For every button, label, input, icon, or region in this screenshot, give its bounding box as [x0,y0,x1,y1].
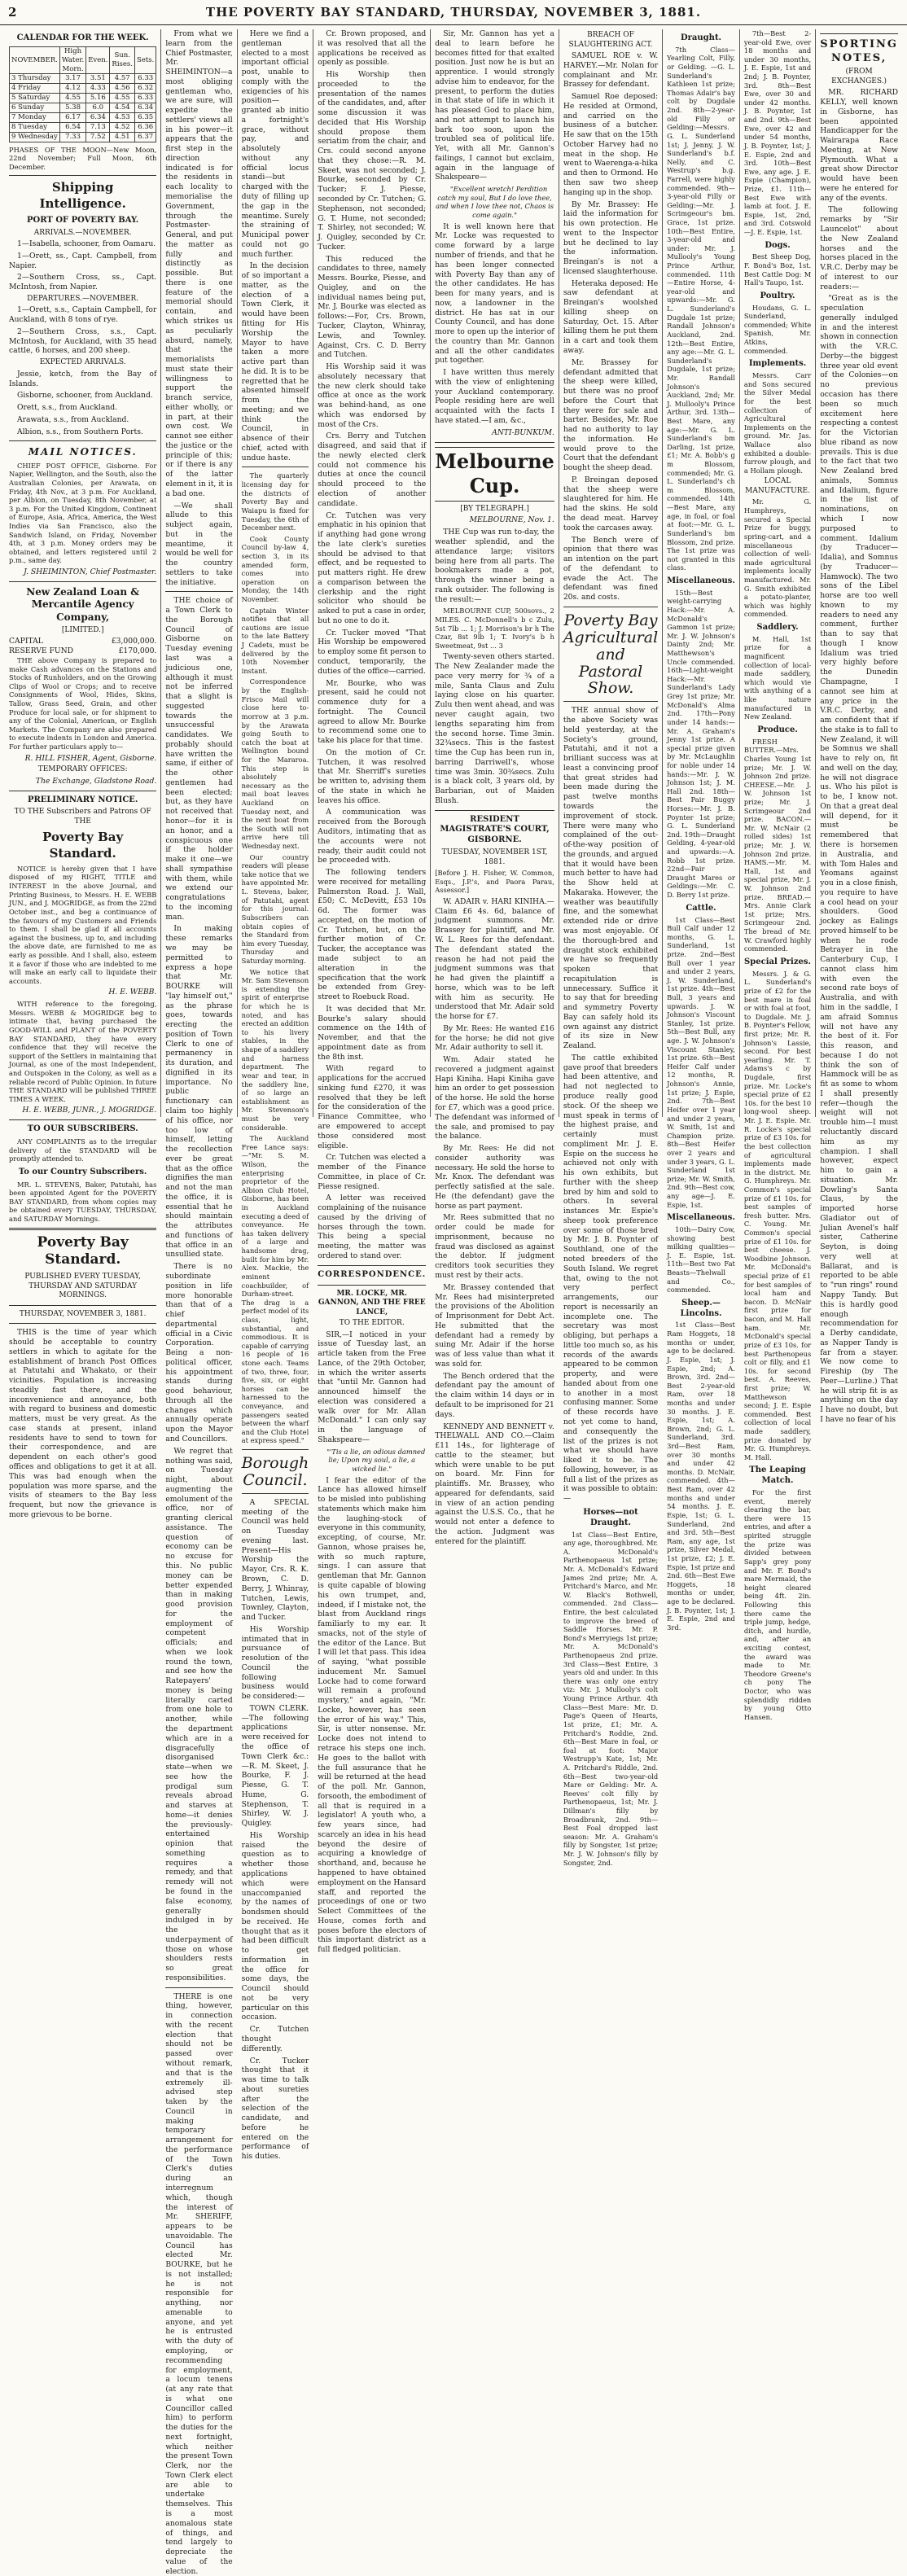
melbourne-heading: Melbourne Cup. [435,447,554,502]
court-paragraph: Wm. Adair stated he recovered a judgment against Hapi Kiniha. Hapi Kiniha gave him an order to get possession of the horse. He sold the horse for £7, which was a good price. The defendant was informed of the sale, and promised to pay the balance. [435,1055,554,1141]
prelim-sub: TO THE Subscribers and Patrons OF THE [14,808,151,826]
cell: 8 Tuesday [10,122,60,132]
council-paragraph: His Worship then proceeded to the presentation of the names of the candidates, and, after some discussion it was decided that His Worship should propose them seriatim from the chair, and Crs. could second anyone that they chose:—R. M. Skeet, was not seconded; J. Bourke, seconded by Cr. Tucker; F. J. Piesse, seconded by Cr. Tutchen; G. Stephenson, not seconded; G. T. Hume, not seconded; T. Shirley, not seconded; W. J. Quigley, seconded by Cr. Tucker. [318,70,427,252]
melbourne-dateline: MELBOURNE, Nov. 1. [469,515,554,525]
prelim-body2: WITH reference to the foregoing, Messrs. WEBB & MOGRIDGE beg to intimate that, having purchased the GOOD-WILL and PLANT of the POVERTY BAY STANDARD, they have every confidence that they will receive the support of the Settlers in maintaining that Journal, as one of the most Independent, and Outspoken in the Colony, as well as a reliable record of Public Opinion. In future THE STANDARD will be published THREE TIMES A WEEK. [9,1000,157,1103]
cell: 4.56 [110,84,135,94]
court-paragraph: W. ADAIR v. HARI KINIHA.—Claim £6 4s. 6d, balance of judgment summons. Mr. Brassey for plaintiff, and Mr. W. L. Rees for the defendant. The defendant stated the reason he had not paid the judgment summons was that he had given the plaintiff a horse, which was to be left with him as security. He understood that Mr. Adair sold the horse for £7. [435,896,554,1022]
cell: 4.52 [110,122,135,132]
dogs-list: Best Sheep Dog, F. Bond's Boz, 1st. Best Cattle Dog: M Hall's Taupo, 1st. [743,252,812,287]
council-paragraph: Cr. Tutchen was elected a member of the Finance Committee, in place of Cr. Piesse resigned. [318,1153,427,1191]
court-paragraph: KENNEDY AND BENNETT v. THELWALL AND CO.—Claim £11 14s., for lighterage of cattle to the steamer, but which were unable to be put on board. Mr. Finn for plaintiffs. Mr. Brassey, who appeared for defendants, said in view of an action pending against the U.S.S. Co., that he would not enter a defence to the action. Judgment was entered for the plaintiff. [435,1422,554,1546]
cell: 3.51 [86,74,110,84]
misc-list: 15th—Best weight-carrying Hack:—Mr. A. McDonald's Gammon 1st prize; Mr. J. W. Johnson's Dainty 2nd; Mr. Matthewson's Uncle commended. 16th—Light-weight Hack:—Mr. Sunderland's Lady Grey 1st prize; Mr. McDonald's Alma 2nd. 17th—Pony under 14 hands:—Mr. A. Graham's Jenny 1st prize. A special prize given by Mr. McLaughlin for noble under 14 hands:—Mr. J. W. Johnson 1st; J. M. Hall 2nd. 18th—Best Pair Buggy Horses:—Mr. J. B. Poynter 1st prize; G. L. Sunderland 2nd. 19th—Draught Gelding, 4-year-old and upwards:—A. Robb 1st prize. 22nd—Pair Draught Mares or Geldings:—Mr. C. D. Berry 1st prize. [667,588,735,900]
list-item: 2—Southern Cross, s.s., Capt. McIntosh, for Auckland, with 35 head cattle, 6 horses, and 200 sheep. [9,326,157,356]
show-paragraph: The cattle exhibited gave proof that breeders had been attentive, and had not neglected to produce really good stock. Of the sheep we must speak in terms of the highest praise, and certainly must compliment Mr. J. E. Espie on the success he achieved not only with his own exhibits, but further with the sheep bred by him and sold to others. In several instances Mr. Espie's sheep took preference over some of those bred by Mr. J. B. Poynter of Southland, one of the noted breeders of the South Island. We regret that, owing to the not very perfect arrangements, our report is necessarily an incomplete one. The secretary was most obliging, but perhaps a little too much so, as his records of the awards appeared to be common property, and were handed about from one to another in a most confusing manner. Some of these records have not yet come to hand, and consequently the list of the prizes is not what we should have liked it to be. The following, however, is as full a list of the prizes as it was possible to obtain:— [563,1053,659,1504]
list-item: Orett, s.s., from Auckland. [17,403,118,413]
mail-signature: J. SHEIMINTON, Chief Postmaster. [24,567,157,577]
sporting-paragraph: MR. RICHARD KELLY, well known in Gisborne, has been appointed Handicapper for the Wairarapa Race Meeting, at New Plymouth. What a great show Director would have been were he entered for any of the events. [820,88,899,203]
court-paragraph: Samuel Roe deposed: He resided at Ormond, and carried on the business of a butcher. He saw that on the 15th October Harvey had no meat in the shop. He went to Waerenga-a-hika and then to Ormond. He then saw two sheep hanging up in the shop. [563,92,659,197]
letter-to: TO THE EDITOR. [339,1319,405,1328]
masthead-title: THE POVERTY BAY STANDARD, THURSDAY, NOVEMBER 3, 1881. [205,5,702,20]
column-5 [431,29,559,1546]
show-paragraph: THE annual show of the above Society was held yesterday, at the Society's ground, Patutahi, and it not a brilliant success was at least a convincing proof that great strides had been made during the past twelve months towards the improvement of stock. There were many who complained of the out-of-the-way position of the grounds, and argued that it would have been much better to have had the Show held at Makaraka. However, the weather was beautifully fine, and the somewhat extended ride or drive was most enjoyable. Of the thorough-bred and draught stock exhibited we have so frequently spoken that recapitulation is unnecessary. Suffice it to say that for breeding and symmetry Poverty Bay can safely hold its own against any district of its size in New Zealand. [563,706,659,1051]
show-heading: Poverty Bay Agricultural and Pastoral Show. [563,611,659,698]
mail-body: CHIEF POST OFFICE, Gisborne. For Napier, Wellington, and the South, also the Australian Colonies, per Arawata, on Friday, 4th Nov., at 3 p.m. For Auckland, per Albion, on Tuesday, 8th November, at 3 p.m. For the United Kingdom, Continent of Europe, Asia, Africa, America, the West Indies via San Francisco, also the Sandwich Island, on Friday, November 4th, at 3 p.m. Money orders may be obtained, and letters registered until 2 p.m., same day. [9,461,157,565]
cell: 5.16 [86,94,110,103]
local-list: Mr. G. Humphreys, secured a Special Prize for buggy, spring-cart, and a miscellaneous collection of well-made agricultural implements locally manufactured. Mr. G. Smith exhibited a potato-planter, which was highly commended. [743,497,812,619]
news-item: Our country readers will please take notice that we have appointed Mr. L. Stevens, baker, of Patutahi, agent for this journal. Subscribers can obtain copies of the Standard from him every Tuesday, Thursday and Saturday morning. [241,852,309,965]
council-paragraph: This reduced the candidates to three, namely Messrs. Bourke, Piesse, and Quigley, and on the individual names being put, Mr. J. Bourke was elected as follows:—For, Crs. Brown, Tucker, Clayton, Whinray, Lewis, and Townley. Against, Crs. C. D. Berry and Tutchen. [318,254,427,360]
court-paragraph: By Mr. Brassey: He laid the information for his own protection. He went to the Inspector but he declined to lay the information. Breingan's is not a licensed slaughterhouse. [563,199,659,276]
mail-heading: MAIL NOTICES. [28,446,138,458]
column-8 [740,29,816,1721]
cell: 4.54 [110,103,135,113]
sporting-heading: SPORTING NOTES, [820,38,899,64]
list-item: Gisborne, schooner, from Auckland. [17,391,153,401]
letter-paragraph: It is well known here that Mr. Locke was requested to come forward by a large number of friends, and that he has been longer connected with Poverty Bay than any of the other candidates. He has been for many years, and is now, a landowner in the district. He has sat in our County Council, and has done more to open up the interior of the country than Mr. Gannon and all the other candidates put together. [435,221,554,366]
letter-signature: ANTI-BUNKUM. [492,427,554,437]
cal-header: NOVEMBER. [10,46,60,74]
news-item: Captain Winter notifies that all cautions are issue to the late Battery J Cadets, must be delivered by the 10th November instant. [241,606,309,675]
editorial-paragraph: In the decision of so important a matter, as the election of a Town Clerk, it would have been fitting for His Worship the Mayor to have taken a more active part than he did. It is to be regretted that he absented himself from the meeting; and we think the Council, in absence of their chief, acted with undue haste. [241,261,309,462]
dateline: THURSDAY, NOVEMBER 3, 1881. [19,1309,147,1318]
produce-heading: Produce. [757,725,798,734]
column-4 [313,29,431,1955]
cell: 6.54 [59,122,85,132]
implements-heading: Implements. [748,359,807,369]
court-paragraph: SAMUEL ROE v. W. HARVEY.—Mr. Nolan for complainant and Mr. Brassey for defendant. [563,51,659,90]
sporting-paragraph: The following remarks by "Sir Launcelot" about the New Zealand horses and the horses placed in the V.R.C. Derby may be of interest to our readers:— [820,205,899,291]
table-row [10,122,156,132]
cell: 6.17 [59,112,85,122]
moon-note: PHASES OF THE MOON—New Moon, 22nd November; Full Moon, 6th December. [9,145,157,171]
list-item: 1—Isabella, schooner, from Oamaru. [17,239,156,249]
council-paragraph: Cr. Tutchen was very emphatic in his opinion that if anything had gone wrong the late clerk's sureties should be advised to that effect, and be requested to put matters right. He drew a comparison between the clerkship and the right solicitor who should be asked to put a case in order, but no one to do it. [318,510,427,625]
editorial-paragraph: THIS is the time of year which should be acceptable to country settlers in which to agitate for the establishment of branch Post Offices at Patutahi and Whakato, or their vicinities. Population is increasing steadily fast there, and the inconvenience and annoyance, both with regard to business and domestic matters, must be very great. As the case stands at present, inland residents have to send to town for their correspondence, and are dependent on each other's good offices and obligations to get it at all. This was bad enough when the population was more sparse, and the visits of steamers to the Bay less frequent, but now the grievance is more grievous to be borne. [9,1328,157,1519]
table-row [10,74,156,84]
cell: 7.33 [59,132,85,142]
saddlery-heading: Saddlery. [756,622,799,632]
saddlery-list: M. Hall, 1st prize for a magnificent collection of local-made saddlery, which would vie with anything of a like nature manufactured in New Zealand. [743,634,812,721]
resident-bench: [Before J. H. Fisher, W. Common, Esqs., J.P.'s, and Paora Parau, Assessor.] [435,869,554,895]
cell: 6.36 [135,122,156,132]
nzloan-office: The Exchange, Gladstone Road. [35,776,157,786]
editorial-paragraph: —We shall allude to this subject again, but in the meantime, it would be well for the country settlers to take the initiative. [165,501,233,587]
table-row [10,103,156,113]
country-heading: To our Country Subscribers. [18,1167,147,1176]
council-paragraph: On the motion of Cr. Tutchen, it was resolved that Mr. Sherriff's sureties be written to, advising them of the state in which he leaves his office. [318,747,427,805]
special-list: Messrs. J. & G. L. Sunderland's prize of £2 for the best mare in foal or with foal at foot, to Dugdale. Mr. J. B. Poynter's Fellow, first prize; Mr. R. Johnson's Lassie, second. For best yearling. Mr. T. Adams's c by Dugdale, first prize. Mr. Locke's special prize of £2 10s. for the best 10 long-wool sheep. Mr. J. E. Espie. Mr. R. Locke's special prize of £3 10s. for the best collection of agricultural implements made in the district. Mr. G. Humphreys. Mr. Common's special prize of £1 10s. for best samples of fresh butter. Mrs. C. Young. Mr. Common's special prize of £1 10s. for best cheese. J. Woodbine Johnson. Mr. McDonald's special prize of £1 for best samples of local ham and bacon. D. McNair first prize for bacon, and M. Hall ham. Mr. McDonald's special prize of £3 10s. for best Parthenopeus colt or filly, and £1 10s. for second best. A. Reeves, first prize; W. Matthewson second; J. E. Espie commended. Best collection of local made saddlery, prize donated by Mr. G. Humphreys. M. Hall. [743,969,812,1461]
local-heading: LOCAL MANUFACTURE. [745,477,810,495]
council-paragraph: The following tenders were received for metalling Palmerston Road. J. Wall, £50; C. McDevitt, £53 10s 6d. The former was accepted, on the motion of Cr. Tutchen, but, on the further motion of Cr. Tucker, the acceptance was made subject to an alteration in the specification that the work be extended from Grey-street to Roebuck Road. [318,868,427,1002]
letter-paragraph: SIR,—I noticed in your issue of Tuesday last, an article taken from the Free Lance, of the 29th October, in which the writer asserts that "until Mr. Gannon had announced himself the election was considered a walk over for Mr. Allan McDonald." I can only say in the language of Shakspeare— [318,1330,427,1444]
cell: 7 Monday [10,112,60,122]
prelim-sign2: H. E. WEBB, JUNR., J. MOGRIDGE. [22,1106,157,1115]
letter-title: MR. LOCKE, MR. GANNON, AND THE FREE LANCE, [318,1289,426,1316]
council-paragraph: His Worship raised the question as to whether those applications which were unaccompanied by the names of bondsmen should be received. He thought that as it had been difficult to get information in the office for some days, the Council should not be very particular on this occasion. [241,1830,309,2022]
council-paragraph: Cr. Tucker moved "That His Worship be empowered to employ some fit person to conduct, temporarily, the duties of the office—carried. [318,628,427,676]
column-3 [238,29,314,2162]
cell: 3 Thursday [10,74,60,84]
editorial-paragraph: We regret that nothing was said, on Tuesday night, about augmenting the emolument of the office, nor of granting clerical assistance. The question of economy can be no excuse for this. No public money can be better expended than in making good provision for the employment of competent officials; and when we look round the town, and see how the Ratepayers' money is being literally carted from one hole to another, while the department which are in a disgracefully disorganised state—when we see how the prodigal sum reveals abroad and starves at home—it denies the previously-entertained opinion that something requires a remedy, and that remedy will not be found in the false economy, generally indulged in by the underpayment of those on whose shoulders rests so great responsibilities. [165,1446,233,1982]
cell: 4.51 [110,132,135,142]
misc2-heading: Miscellaneous. [667,1213,735,1223]
council-paragraph: Cr. Brown proposed, and it was resolved that all the applications be received as openly as possible. [318,29,427,68]
cattle-heading: Cattle. [686,903,716,913]
letter-paragraph: I fear the editor of the Lance has allowed himself to be misled into publishing statements which make him the laughing-stock of everyone in this community, excepting, of course, Mr. Gannon, whose praises he, with so much rapture, sings. I can assure that gentleman that Mr. Gannon is quite capable of blowing his own trumpet, and, indeed, if I mistake not, the blast from Auckland rings familiarly to my ear. It smacks, not of the style of the editor of the Lance. But I will let that pass. This idea of saying, "what possible inducement Mr. Samuel Locke had to come forward will remain a profound mystery," and again, "Mr. Locke, however, has seen the error of his way." This, Sir, is utter nonsense. Mr. Locke does not intend to retrace his steps one inch. He goes to the ballot with the full assurance that he will be returned at the head of the poll. Mr. Gannon, forsooth, the embodiment of all that is required in a legislator! A youth who, a few years since, had scarcely an idea in his head beyond the desire of acquiring a knowledge of shorthand, and, because he happened to have obtained employment on the Hansard staff, and reported the proceedings of one or two Select Committees of the House, comes forth and poses before the electors of this important district as a full fledged politician. [318,1475,427,1955]
court-paragraph: By Mr. Rees: He did not consider authority was necessary. He sold the horse to Mr. Knox. The defendant was perfectly satisfied at the sale. He (the defendant) gave the horse as part payment. [435,1144,554,1211]
misc2-list: 10th—Dairy Cow, showing best milking qualities—J. E. Espie, 1st. 11th—Best two Fat Beasts—Thelwall and Co., commended. [667,1225,735,1295]
sheep-heading: Sheep.—Lincolns. [680,1298,722,1318]
nzloan-body: THE above Company is prepared to make Cash advances on the Stations and Stocks of Runholders, and on the Growing Clips of Wool or Crops; and to receive Consignments of Wool, Hides, Skins, Tallow, Grass Seed, Grain, and other Produce for local sale, or for shipment to any of the Colonial, American, or English Markets. The Company are also prepared to execute indents in London and America. For further particulars apply to— [9,655,157,751]
poultry-heading: Poultry. [760,291,795,300]
council-paragraph: Cr. Tutchen thought differently. [241,2025,309,2053]
council-paragraph: TOWN CLERK.—The following applications were received for the office of Town Clerk &c.:—R. M. Skeet, J. Bourke, F. J. Piesse, G. T. Hume, G. Stephenson, T. Shirley, W. J. Quigley. [241,1703,309,1829]
cell: 4.55 [59,94,85,103]
columns [5,29,902,2576]
column-1 [5,29,161,1519]
melbourne-paragraph: THE Cup was run to-day, the weather splendid, and the attendance large; visitors being here from all parts. The bookmakers made a pot, through the winner being a rank outsider. The following is the result:— [435,528,554,604]
cell: 4.55 [110,94,135,103]
produce-list: FRESH BUTTER.—Mrs. Charles Young 1st prize; Mr. J. W. Johnson 2nd prize. CHEESE.—Mr. J. W. Johnson 1st prize; Mr. J. Scrimgeour 2nd prize. BACON.—Mr. W. McNair (2 rolled sides) 1st prize; Mr. J. W. Johnson 2nd prize. HAMS.—Mr. M. Hall, 1st and special prize, Mr. J. W. Johnson 2nd prize. BREAD.—Mrs. Annie Clark 1st prize; Mrs. Scrimgeour 2nd. The bread of Mr. W. Crawford highly commended. [743,737,812,953]
draught-heading: Draught. [680,33,722,42]
cell: 6.33 [135,74,156,84]
draught-list: 7th Class—Yearling Colt, Filly, or Gelding. —G. L. Sunderland's Kathleen 1st prize; Thomas Adair's bay colt by Dugdale 2nd. 8th—2-year-old Filly or Gelding:—Messrs. G. L. Sunderland 1st; J. Jenny, J. W. Sunderland's b.f. Nelly, and C. Westrup's b.g. Farrell, were highly commended. 9th—3-year-old Filly or Gelding:—Mr. J. Scrimgeour's bm. Grace, 1st prize. 10th—Best Entire, 3-year-old and under: Mr. J. Mullooly's Young Prince Arthur, commended. 11th—Entire Horse, 4-year-old and upwards:—Mr. G. L. Sunderland's Dugdale 1st prize; Randall Johnson's Auckland, 2nd. 12th—Best Entire, any age:—Mr. G. L. Sunderland's Dugdale, 1st prize; Mr. Randall Johnson's Auckland, 2nd; Mr. J. Mullooly's Prince Arthur, 3rd. 13th—Best Mare, any age:—Mr. G. L. Sunderland's bm Darling, 1st prize, £1; Mr. A. Bobb's g m Blossom, commended; Mr. G. L. Sunderland's ch m Blossom, commended. 14th—Best Mare, any age, in foal, or foal at foot:—Mr. G. L. Sunderland's bm Blossom, 2nd prize. The 1st prize was not granted in this class. [667,45,735,572]
sporting-paragraph: "Great as is the speculation generally indulged in and the interest shown in connection with the V.R.C. Derby—the biggest three year old event of the Colonies—on no previous occasion has there been so much excitement here respecting a contest for the Victorian blue riband as now prevails. This is due to the fact that two New Zealand bred animals, Somnus and Idalium, figure in the list of nominations, on which I now purposed to comment. Idalium (by Traducer—Idalia), and Somnus (by Traducer—Hamwock). The two sons of the Libel horse are too well known to my readers to need any comment, further than to say that though I know Idalium was tried very highly before the Dunedin Champagne, I cannot see him at any price in the V.R.C. Derby, and am confident that if the stake is to fall to New Zealand, it will be Somnus we shall have to rely on, fit and well on the day, he will not disgrace us. Who his pilot is to be, I know not. On that a great deal will depend, for it must be remembered that there is horsemen in Australia, and with Tom Hales and Yeomans against you in a close finish, you require to have a cool head on your shoulders. Good jockey as Ealings proved himself to be when he rode Betrayer in the Canterbury Cup, I cannot class him with even the second rate boys of Australia, and with him in the saddle, I am afraid Somnus will not have any the best of it. For this reason, and because I do not think the son of Hammock will be as fit as some to whom I shall presently refer—though the weight will not trouble him—I must reluctantly discard him as my champion. I shall however, expect him to gain a situation. Mr. Dowling's Santa Claus, by the imported horse Gladiator out of Julian Avenel's half sister, Catherine Seyton, is doing very well at Ballarat, and is reported to be able to "run rings" round Nappy Tandy. But this is hardly good enough recommendation for a Derby candidate, as Napper Tandy is far from a stayer. We now come to Fireship (by The Peer—Lurline.) That he will strip fit is as anything on the day I have no doubt, but I have no fear of his [820,294,899,1424]
cell: 7.13 [86,122,110,132]
value: £3,000,000. [111,637,157,646]
cell: 7.52 [86,132,110,142]
implements-list: Messrs. Carr and Sons secured the Silver Medal for the best collection of Agricultural Implements on the ground. Mr. Jas. Wallace also exhibited a double-furrow plough, and a Hollam plough. [743,371,812,475]
nzloan-title: New Zealand Loan & Mercantile Agency Company, [26,585,140,623]
departures-heading: DEPARTURES.—NOVEMBER. [27,294,139,303]
leaping-text: For the first event, merely clearing the bar, there were 15 entries, and after a spirited struggle the prize was divided between Sapp's grey pony and Mr. F. Bond's mare Mermaid, the height cleared being 4ft. 2in. Following this there came the triple jump, hedge, ditch, and hurdle, and, after an exciting contest, the award was made to Mr. Theodore Greene's ch pony The Doctor, who was splendidly ridden by young Otto Hansen. [743,1488,812,1721]
melbourne-paragraph: Twenty-seven others started. The New Zealander made the pace very merry for ¾ of a mile, Santa Claus and Zulu laying close on his quarter. Zulu then went ahead, and was never caught again, two lengths separating him from the second horse. Time 3min. 32¾secs. This is the fastest time the Cup has been run in, barring Darriwell's, whose time was 3min. 30¾secs. Zulu is a black colt, 3 years old, by Barbarian, out of Maiden Blush. [435,652,554,805]
prelim-heading: PRELIMINARY NOTICE. [27,795,138,804]
cell: 5.38 [59,103,85,113]
port-heading: PORT OF POVERTY BAY. [27,215,139,225]
council-paragraph: A SPECIAL meeting of the Council was held on Tuesday evening last. Present—His Worship the Mayor, Crs. R. K. Brown, C. D. Berry, J. Whinray, Tutchen, Lewis, Townley, Clayton, and Tucker. [241,1497,309,1623]
expected-heading: EXPECTED ARRIVALS. [39,358,126,367]
council-paragraph: It was decided that Mr. Bourke's salary should commence on the 14th of November, and that the appointment date as from the 8th inst. [318,1004,427,1062]
column-9 [816,29,902,1424]
news-item: The quarterly licensing day for the districts of Poverty Bay and Waiapu is fixed for Tuesday, the 6th of December next. [241,471,309,532]
cell: 4.12 [59,84,85,94]
letter-paragraph: Sir, Mr. Gannon has yet a deal to learn before he becomes fitted for that exalted position. Just now he is but an apprentice. I would strongly advise him to endeavor, for the present, to perform the duties in that state of life in which it has pleased God to place him, and not attempt to launch his bark too soon, upon the troubled sea of political life. Yet, with all Mr. Gannon's failings, I cannot but exclaim, again in the language of Shakspeare— [435,29,554,182]
published-line: PUBLISHED EVERY TUESDAY, THURSDAY AND SATURDAY MORNINGS. [24,1273,141,1300]
calendar-table [9,46,156,142]
reserve-row [9,646,156,656]
country-body: MR. L. STEVENS, Baker, Patutahi, has been appointed Agent for the POVERTY BAY STANDARD, from whom copies may be obtained every TUESDAY, THURSDAY, and SATURDAY Mornings. [9,1180,157,1224]
cell: 6.37 [135,132,156,142]
label: RESERVE FUND [9,646,73,656]
nzloan-office-label: TEMPORARY OFFICES: [37,765,128,774]
arrivals-heading: ARRIVALS.—NOVEMBER. [33,228,132,237]
cell: 6.33 [135,94,156,103]
sheep-list: 1st Class—Best Ram Hoggets, 18 months or under, age to be declared. J. Espie, 1st; J. Espie, 2nd; A. Brown, 3rd. 2nd—Best 2-year-old Ram, over 18 months and under 30 months. J. E. Espie, 1st; A. Brown, 2nd; G. L. Sunderland, 3rd. 3rd—Best Ram, over 30 months and under 42 months. D. McNair, commended. 4th—Best Ram, over 42 months and under 54 months. J. E. Espie, 1st; G. L. Sunderland, 2nd and 3rd. 5th—Best Ram, any age, 1st prize, Silver Medal, 1st prize, £2; J. E. Espie, 1st prize and 2nd. 6th—Best Ewe Hoggets, 18 months or under, age to be declared. J. B. Poynter, 1st; J. E. Espie, 2nd and 3rd. [667,1321,735,1632]
column-2 [161,29,237,2576]
court-paragraph: Heteraka deposed: He saw defendant at Breingan's woolshed killing sheep on Saturday, Oct. 15. After killing them he put them in a cart and took them away. [563,278,659,355]
table-row [10,132,156,142]
horses-heading: Horses—not Draught. [583,1507,638,1527]
shipping-heading: Shipping Intelligence. [39,180,126,211]
editorial-paragraph: There is no subordinate position in life more honorable than that of a chief departmental official in a Civic Corporation. Being a non-political officer, his appointment stands during good behaviour, through all the changes which annually operate upon the Mayor and Councillors. [165,1262,233,1444]
cell: 4 Friday [10,84,60,94]
list-item: Albion, s.s., from Southern Ports. [17,427,143,436]
correspondence-heading: CORRESPONDENCE. [318,1269,427,1279]
column-6 [559,29,663,1867]
masthead [0,0,907,25]
court-paragraph: Mr. Brassey contended that Mr. Rees had misinterpreted the provisions of the Abolition of Imprisonment for Debt Act. He submitted that the defendant had a remedy by suing Mr. Adair if the horse was of less value than what it was sold for. [435,1282,554,1369]
council-paragraph: With regard to applications for the accrued sinking fund £270, it was resolved that they be left for the consideration of the Finance Committee, who are empowered to accept those considered most eligible. [318,1064,427,1150]
cell: 6 Sunday [10,103,60,113]
prelim-sign1: H. E. WEBB. [108,988,157,997]
letter-paragraph: I have written thus merely with the view of enlightening your Auckland contemporary. People residing here are well acquainted with the facts I have stated.—I am, &c., [435,368,554,425]
leaping-heading: The Leaping Match. [749,1465,806,1486]
dogs-heading: Dogs. [765,240,791,250]
council-paragraph: Crs. Berry and Tutchen disagreed, and said that if the newly elected clerk could not commence his duties at once the council should proceed to the election of another candidate. [318,432,427,508]
list-item: Jessie, ketch, from the Bay of Islands. [9,369,157,388]
editorial-paragraph: From what we learn from the Chief Postmaster, Mr. SHEIMINTON—a most obliging gentleman who, we are sure, will expedite the settlers' views all in his power—it appears that the first step in the direction indicated is for the residents in each locality to memorialise the Government, through the Postmaster-General, and put the matter as fully and distinctly as possible. But there is one feature of the memorial should contain, and which strikes us as peculiarly absurd, namely, that the memorialists must state their willingness to support the branch service, either wholly, or in part, at their own cost. We cannot see either the justice or the principle of this; or if there is any of the latter element in it, it is a bad one. [165,29,233,498]
court-paragraph: Mr. Rees submitted that no order could be made for imprisonment, because no fraud was disclosed as against the debtor. If judgment creditors took securities they must rest by their acts. [435,1213,554,1281]
nzloan-limited: [LIMITED.] [61,625,104,634]
court-paragraph: P. Breingan deposed that the sheep were slaughtered for him. He had the skins. He sold the dead meat. Harvey took the carcases away. [563,475,659,532]
page-number: 2 [8,5,17,20]
breach-heading: BREACH OF SLAUGHTERING ACT. [568,31,653,49]
cell: 3.17 [59,74,85,84]
cal-header: Sets. [135,46,156,74]
cell: 6.34 [86,112,110,122]
cell: 5 Saturday [10,94,60,103]
council-paragraph: Mr. Bourke, who was present, said he could not commence duty for a fortnight. The Council agreed to allow Mr. Bourke to recommend some one to take his place for that time. [318,678,427,746]
horses-list: 1st Class—Best Entire, any age, thoroughbred. Mr. A. McDonald's Parthenopaeus 1st prize; Mr. A. McDonald's Edward James 2nd prize; Mr. A. Pritchard's Marco, and Mr. W. Black's Bothwell, commended. 2nd Class—Entire, the best calculated to improve the breed of Saddle Horses. Mr. P. Bond's Merryiegs 1st prize; Mr. A. McDonald's Parthenopaeus 2nd prize. 3rd Class—Best Entire, 3 years old and under. In this there was only one entry viz: Mr. J. Mullooly's colt Young Prince Arthur. 4th Class—Best Mare: Mr. D. Page's Queen of Hearts, 1st prize, £1; Mr. A. Pritchard's Roddie, 2nd. 6th—Best Mare in foal, or foal at foot: Major Westrupp's Kate, 1st; Mr. A. Pritchard's Riddle, 2nd. 6th—Best two-year-old Mare or Gelding: Mr. A. Reeves' colt filly by Parthenopaeus, 1st; Mr. J. Dillman's filly by Broadbrank, 2nd. 9th—Best Foal dropped last season: Mr. A. Graham's filly by Songster, 1st prize; Mr. J. W. Johnson's filly by Songster, 2nd. [563,1530,659,1867]
poultry-list: Houdans, G. L. Sunderland, commended; White Spanish, Mr. Atkins, commended. [743,303,812,355]
cell: 6.35 [135,112,156,122]
news-item: Correspondence by the English-Frisco Mail will close here to-morrow at 3 p.m. by the Arawata going South to catch the boat at Wellington bound for the Mararoa. This step is absolutely necessary as the mail boat leaves Auckland on Tuesday next, and the next boat from the South will not arrive here till Wednesday next. [241,677,309,851]
editorial-paragraph: THERE is one thing, however, in connection with the recent election that should not be passed over without remark, and that is the extremely ill-advised step taken by the Council in making temporary arrangement for the performance of the Town Clerk's duties during an interregnum which, though the interest of Mr. SHERIFF, appears to be unavoidable. The Council has elected Mr. BOURKE, but he is not installed; he is not responsible for anything, nor amenable to anyone, and yet he is entrusted with the duty of employing, or recommending for employment, a locum tenens (at any rate that is what one Councillor called him) to perform the duties for the next fortnight, which neither the present Town Clerk, nor the Town Clerk elect are able to undertake themselves. This is a most anomalous state of things, and tend largely to depreciate the value of the election. [165,1991,233,2576]
cal-header: High Water. Morn. [59,46,85,74]
misc-heading: Miscellaneous. [667,576,735,585]
letter-quote: "'Tis a lie, an odious damned lie; Upon my soul, a lie, a wicked lie." [326,1447,426,1473]
editorial-paragraph: THE choice of a Town Clerk to the Borough Council of Gisborne on Tuesday evening last was a judicious one, although it must not be inferred that a slight is suggested towards the unsuccessful candidates. We probably should have written the same, if either of the other gentlemen had been elected; but, as they have not received that honor—for it is an honor, and a conspicuous one if the holder make it one—we shall sympathise with them, while we extend our congratulations to the incoming man. [165,596,233,922]
paper-name: Poverty Bay Standard. [37,1233,129,1268]
capital-row [9,637,156,646]
court-paragraph: The Bench were of opinion that there was an intention on the part of the defendant to evade the Act. The defendant was fined 20s. and costs. [563,535,659,602]
list-item: 2—Southern Cross, ss., Capt. McIntosh, from Napier. [9,273,157,292]
editorial-paragraph: Here we find a gentleman elected to a most important official post, unable to comply with the exigencies of his position—granted ab initio a fortnight's grace, without pay, and absolutely without any official locus standi—but charged with the duty of filling up the gap in the meantime. Surely the straining of Municipal power could not go much further. [241,29,309,259]
cell: 6.32 [135,84,156,94]
prelim-paper: Poverty Bay Standard. [42,830,124,861]
resident-dateline: TUESDAY, NOVEMBER 1ST, 1881. [441,848,548,866]
melbourne-result: MELBOURNE CUP, 500sovs., 2 MILES. C. McDonnell's b c Zulu, 5st 7lb ... 1; J. Morrison's br h The Czar, 8st 9lb 1; T. Ivory's b h Sweetmeat, 9st ... 3 [435,607,554,650]
council-paragraph: His Worship intimated that in pursuance of resolution of the Council the following business would be considered:— [241,1624,309,1702]
court-paragraph: By Mr. Rees: He wanted £16 for the horse; he did not give Mr. Adair authority to sell it. [435,1023,554,1053]
column-7 [663,29,740,1632]
letter-quote: "Excellent wretch! Perdition catch my soul, But I do love thee, and when I love thee not, Chaos is come again." [436,185,554,220]
council-paragraph: His Worship said it was absolutely necessary that the new clerk should take office at once as the work was behind-hand, as one which was endorsed by most of the Crs. [318,362,427,429]
telegraph-line: [BY TELEGRAPH.] [460,504,529,513]
list-item: Arawata, s.s., from Auckland. [17,414,129,424]
label: CAPITAL [9,637,43,646]
news-item: The Auckland Free Lance says:—"Mr. S. M. Wilson, the enterprising proprietor of the Albion Club Hotel, Gisborne, has been in Auckland executing a deed of conveyance. He has taken delivery of a large and handsome drag, built for him by Mr. Alex. Mackie, the eminent coachbuilder, of Durham-street. The drag is a perfect model of its class, light, substantial, and commodious. It is capable of carrying 16 people of 16 stone each. Teams of two, three, four, five, six, or eight horses can be harnessed to the conveyance, and passengers seated between the wharf and the Club Hotel at express speed." [241,1134,309,1445]
cell: 6.0 [86,103,110,113]
cell: 6.34 [135,103,156,113]
table-row [10,84,156,94]
subscribers-body: ANY COMPLAINTS as to the irregular delivery of the STANDARD will be promptly attended to. [9,1137,157,1163]
subscribers-heading: TO OUR SUBSCRIBERS. [27,1124,138,1134]
court-paragraph: Mr. Brassey for defendant admitted that the sheep were killed, but there was no proof before the Court that they were for sale and barter. Besides, Mr. Roe had no authority to lay the information. He would prove to the Court that the defendant bought the sheep dead. [563,357,659,473]
prelim-body: NOTICE is hereby given that I have disposed of my RIGHT, TITLE and INTEREST in the above Journal, and Printing Business, to Messrs. H. E. WEBB JUN., and J. MOGRIDGE, as from the 22nd October inst., and beg a continuance of the favours of my Customers and Friends to them. I shall be glad if all accounts against the business, up to, and including the above date, are furnished to me as early as possible. And I shall, also, esteem it a favor if those who are indebted to me will make an early call to liquidate their accounts. [9,864,157,985]
cell: 4.57 [110,74,135,84]
resident-heading: RESIDENT MAGISTRATE'S COURT, GISBORNE. [440,814,550,845]
news-item: Cook County Council by-law 4, section 3, in its amended form, comes into operation on Monday, the 14th November. [241,534,309,603]
special-heading: Special Prizes. [744,957,812,966]
nzloan-agent: R. HILL FISHER, Agent, Gisborne. [24,753,157,763]
cell: 9 Wednesday [10,132,60,142]
table-row [10,94,156,103]
council-paragraph: A letter was received complaining of the nuisance caused by the driving of horses through the town. This being a special meeting, the matter was ordered to stand over. [318,1194,427,1260]
council-heading: Borough Council. [241,1454,309,1489]
sheep-list-continued: 7th—Best 2-year-old Ewe, over 18 months and under 30 months, J. E. Espie, 1st and 2nd; J. B. Poynter, 3rd. 8th—Best Ewe, over 30 and under 42 months. J. B. Poynter, 1st and 2nd. 9th—Best Ewe, over 42 and under 54 months, J. B. Poynter, 1st; J. E. Espie, 2nd and 3rd. 10th—Best Ewe, any age. J. E. Espie (Champion), Prize, £1. 11th—Best Ewe with lamb at foot. J. E. Espie, 1st, 2nd, and 3rd. Cotswold—J. E. Espie, 1st. [743,29,812,237]
list-item: 1—Orett, ss., Capt. Campbell, from Napier. [9,251,157,270]
council-paragraph: Cr. Tucker thought that it was time to talk about sureties after the selection of the candidate, and before he entered on the performance of his duties. [241,2056,309,2162]
court-paragraph: The Bench ordered that the defendant pay the amount of the claim within 14 days or in default to be imprisoned for 21 days. [435,1371,554,1419]
cell: 4.33 [86,84,110,94]
council-paragraph: A communication was received from the Borough Auditors, intimating that as the accounts were not ready, their audit could not be proceeded with. [318,808,427,865]
cattle-list: 1st Class—Best Bull Calf under 12 months, G. L. Sunderland, 1st prize. 2nd—Best Bull over 1 year and under 2 years, J. W. Sunderland, 1st prize. 4th—Best Bull, 3 years and upwards. J. W. Johnson's Viscount Stanley, 1st prize. 5th—Best Bull, any age. J. W. Johnson's Viscount Stanley, 1st prize. 6th—Best Heifer Calf under 12 months, R. Johnson's Annie, 1st prize; J. Espie, 2nd. 7th—Best Heifer over 1 year and under 2 years, W. Smith, 1st and Champion prize. 8th—Best Heifer over 2 years and under 3 years, G. L. Sunderland 1st prize; Mr. W. Smith, 2nd. 9th—Best cow, any age—J. E. Espie, 1st. [667,915,735,1209]
table-row [10,112,156,122]
cal-header: Even. [86,46,110,74]
cell: 4.53 [110,112,135,122]
cal-header: Sun. Rises. [110,46,135,74]
editorial-paragraph: In making these remarks we may be permitted to express a hope that Mr. BOURKE will "lay himself out," as the phrase goes, towards erecting the position of Town Clerk to one of permanency in its duration, and dignified in its importance. No public functionary can claim too highly of his office, nor too low of himself, letting the recollection ever be great that as the office dignifies the man and not the man the office, it is essential that he should maintain the attributes and functions of that office in an unsullied state. [165,924,233,1260]
value: £170,000. [118,646,157,656]
sporting-source: (FROM EXCHANGES.) [831,68,887,85]
news-item: We notice that Mr. Sam Stevenson is extending the spirit of enterprise for which he is noted, and has erected an addition to his livery stables, in the shape of a saddlery and harness department. The wear and tear, in the saddlery line, of so large an establishment as Mr. Stevenson's must be very considerable. [241,967,309,1132]
calendar-heading: CALENDAR FOR THE WEEK. [16,33,149,42]
list-item: 1—Orett, s.s., Captain Campbell, for Auckland, with 8 tons of rye. [9,305,157,325]
